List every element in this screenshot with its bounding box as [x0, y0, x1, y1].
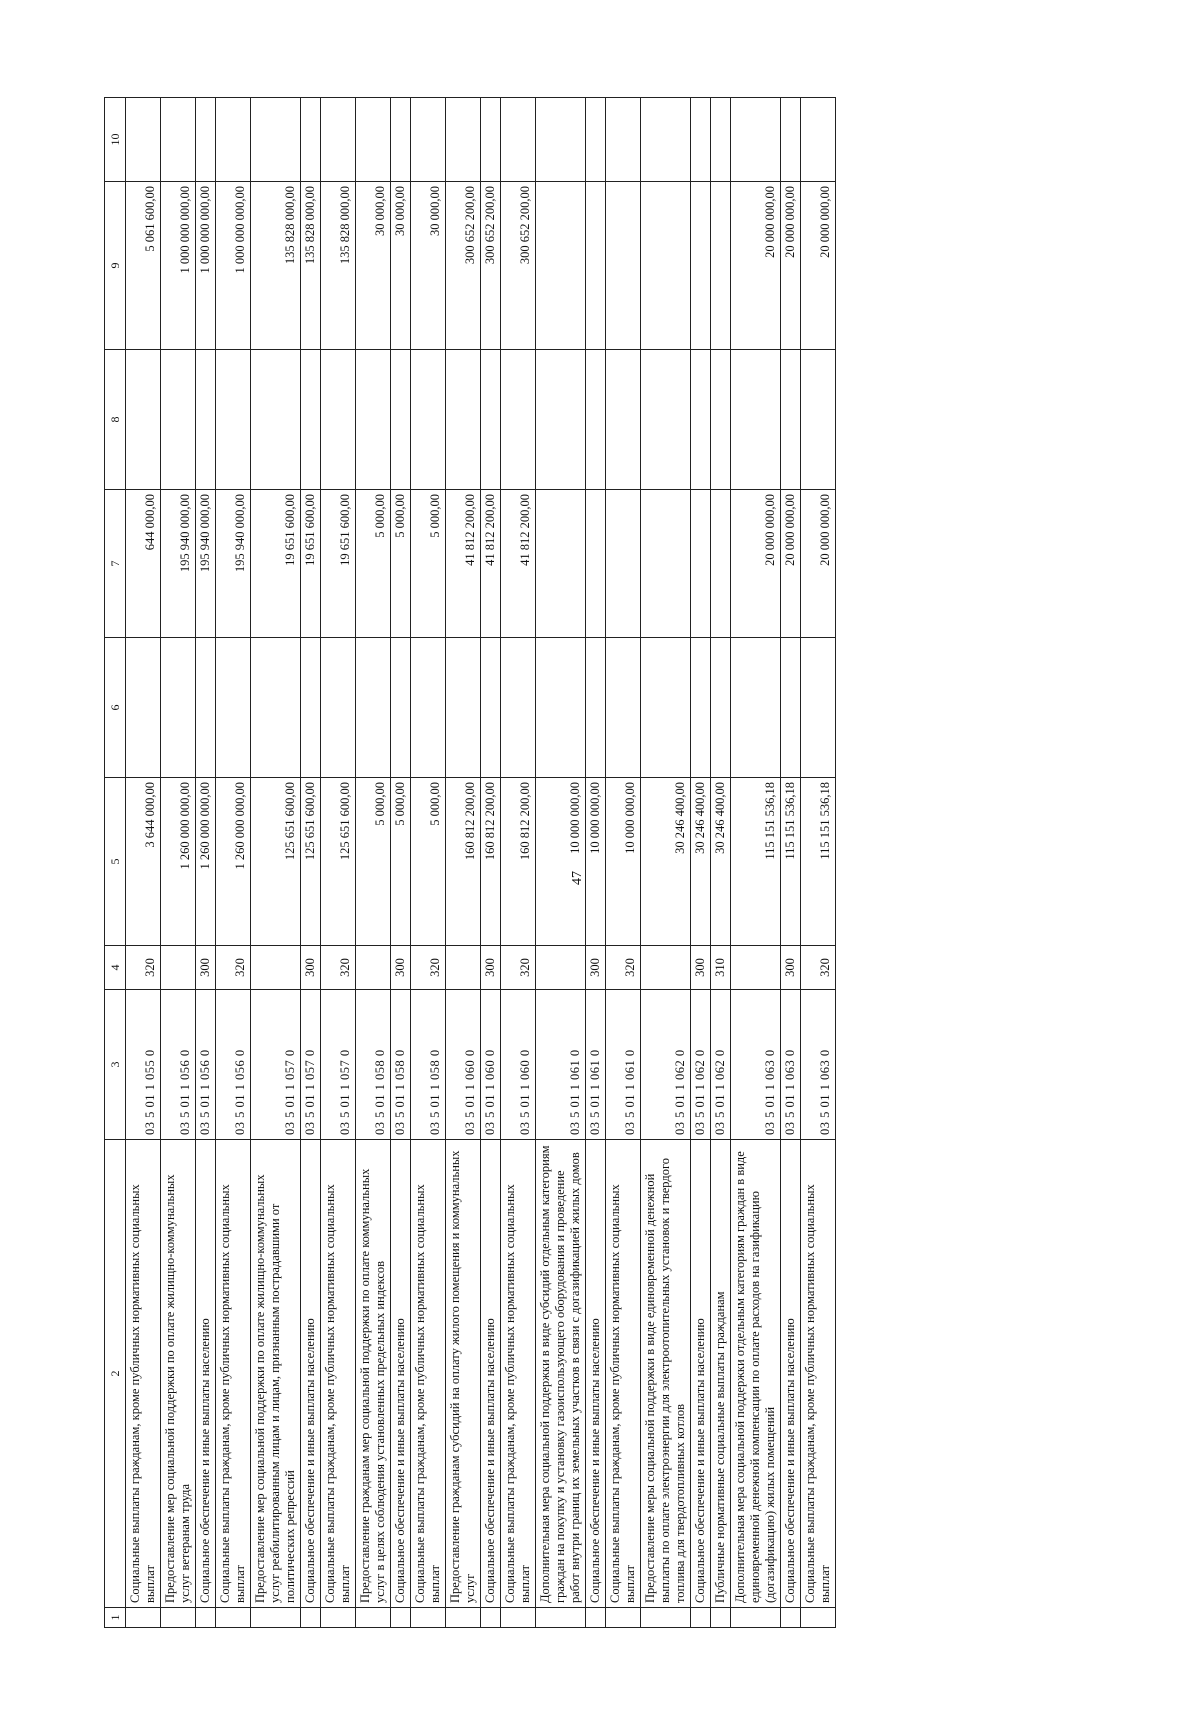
item-name-cell: Социальные выплаты гражданам, кроме публичных нормативных социальных выплат — [321, 1140, 356, 1608]
amount-col6-cell — [126, 638, 161, 778]
expense-type-cell: 300 — [586, 946, 606, 990]
row-index-cell — [446, 1608, 481, 1628]
expense-type-cell: 320 — [606, 946, 641, 990]
expense-type-cell: 320 — [801, 946, 836, 990]
amount-col6-cell — [356, 638, 391, 778]
amount-col6-cell — [411, 638, 446, 778]
table-body — [126, 98, 836, 1628]
expense-type-cell — [251, 946, 301, 990]
amount-col10-cell — [731, 98, 781, 182]
amount-col7-cell — [691, 490, 711, 638]
row-index-cell — [536, 1608, 586, 1628]
expense-type-cell: 300 — [781, 946, 801, 990]
table-row — [126, 98, 161, 1628]
amount-col6-cell — [301, 638, 321, 778]
amount-col7-cell: 41 812 200,00 — [446, 490, 481, 638]
expense-type-cell — [731, 946, 781, 990]
table-row — [781, 98, 801, 1628]
row-index-cell — [196, 1608, 216, 1628]
amount-col7-cell: 195 940 000,00 — [161, 490, 196, 638]
expense-type-cell: 300 — [301, 946, 321, 990]
target-code-cell: 03 5 01 1 056 0 — [161, 990, 196, 1140]
expense-type-cell: 300 — [481, 946, 501, 990]
amount-col6-cell — [196, 638, 216, 778]
expense-type-cell: 320 — [501, 946, 536, 990]
expense-type-cell — [356, 946, 391, 990]
amount-col5-cell: 30 246 400,00 — [691, 778, 711, 946]
amount-col5-cell: 10 000 000,00 — [606, 778, 641, 946]
target-code-cell: 03 5 01 1 061 0 — [606, 990, 641, 1140]
amount-col7-cell — [711, 490, 731, 638]
column-header: 10 — [105, 98, 126, 182]
target-code-cell: 03 5 01 1 060 0 — [481, 990, 501, 1140]
column-header: 4 — [105, 946, 126, 990]
row-index-cell — [691, 1608, 711, 1628]
table-row — [321, 98, 356, 1628]
amount-col10-cell — [586, 98, 606, 182]
expense-type-cell: 320 — [216, 946, 251, 990]
amount-col9-cell: 135 828 000,00 — [251, 182, 301, 350]
row-index-cell — [481, 1608, 501, 1628]
target-code-cell: 03 5 01 1 062 0 — [711, 990, 731, 1140]
amount-col10-cell — [711, 98, 731, 182]
target-code-cell: 03 5 01 1 056 0 — [196, 990, 216, 1140]
amount-col6-cell — [216, 638, 251, 778]
amount-col7-cell: 19 651 600,00 — [301, 490, 321, 638]
expense-type-cell: 300 — [196, 946, 216, 990]
amount-col7-cell: 195 940 000,00 — [216, 490, 251, 638]
table-row — [196, 98, 216, 1628]
amount-col10-cell — [641, 98, 691, 182]
target-code-cell: 03 5 01 1 063 0 — [731, 990, 781, 1140]
amount-col8-cell — [501, 350, 536, 490]
table-row — [216, 98, 251, 1628]
column-header: 8 — [105, 350, 126, 490]
amount-col6-cell — [481, 638, 501, 778]
amount-col6-cell — [536, 638, 586, 778]
table-row — [606, 98, 641, 1628]
amount-col10-cell — [801, 98, 836, 182]
amount-col8-cell — [216, 350, 251, 490]
amount-col10-cell — [356, 98, 391, 182]
row-index-cell — [606, 1608, 641, 1628]
amount-col7-cell: 5 000,00 — [356, 490, 391, 638]
amount-col6-cell — [321, 638, 356, 778]
target-code-cell: 03 5 01 1 060 0 — [501, 990, 536, 1140]
column-header: 5 — [105, 778, 126, 946]
amount-col8-cell — [641, 350, 691, 490]
amount-col9-cell: 135 828 000,00 — [321, 182, 356, 350]
amount-col5-cell: 1 260 000 000,00 — [216, 778, 251, 946]
target-code-cell: 03 5 01 1 061 0 — [586, 990, 606, 1140]
column-header: 2 — [105, 1140, 126, 1608]
amount-col6-cell — [446, 638, 481, 778]
amount-col8-cell — [411, 350, 446, 490]
item-name-cell: Предоставление мер социальной поддержки по оплате жилищно-коммунальных услуг ветеранам труда — [161, 1140, 196, 1608]
column-header: 9 — [105, 182, 126, 350]
row-index-cell — [801, 1608, 836, 1628]
amount-col9-cell: 30 000,00 — [411, 182, 446, 350]
target-code-cell: 03 5 01 1 057 0 — [251, 990, 301, 1140]
item-name-cell: Публичные нормативные социальные выплаты гражданам — [711, 1140, 731, 1608]
item-name-cell: Социальное обеспечение и иные выплаты населению — [691, 1140, 711, 1608]
table-row — [251, 98, 301, 1628]
amount-col9-cell: 300 652 200,00 — [481, 182, 501, 350]
amount-col9-cell — [641, 182, 691, 350]
amount-col8-cell — [196, 350, 216, 490]
column-header: 6 — [105, 638, 126, 778]
row-index-cell — [321, 1608, 356, 1628]
amount-col7-cell — [641, 490, 691, 638]
row-index-cell — [216, 1608, 251, 1628]
table-row — [641, 98, 691, 1628]
target-code-cell: 03 5 01 1 062 0 — [691, 990, 711, 1140]
amount-col8-cell — [586, 350, 606, 490]
expense-type-cell — [536, 946, 586, 990]
amount-col7-cell: 644 000,00 — [126, 490, 161, 638]
target-code-cell: 03 5 01 1 056 0 — [216, 990, 251, 1140]
amount-col8-cell — [481, 350, 501, 490]
amount-col7-cell: 5 000,00 — [411, 490, 446, 638]
amount-col5-cell: 30 246 400,00 — [711, 778, 731, 946]
amount-col9-cell: 20 000 000,00 — [731, 182, 781, 350]
amount-col7-cell: 41 812 200,00 — [501, 490, 536, 638]
amount-col10-cell — [251, 98, 301, 182]
amount-col5-cell: 1 260 000 000,00 — [196, 778, 216, 946]
amount-col10-cell — [606, 98, 641, 182]
column-number-row — [105, 98, 126, 1628]
item-name-cell: Предоставление меры социальной поддержки в виде единовременной денежной выплаты по оплате электроэнергии для электроотопительных установок и твердого топлива для твердотопливных котлов — [641, 1140, 691, 1608]
row-index-cell — [391, 1608, 411, 1628]
amount-col6-cell — [711, 638, 731, 778]
amount-col5-cell: 1 260 000 000,00 — [161, 778, 196, 946]
amount-col8-cell — [536, 350, 586, 490]
table-row — [501, 98, 536, 1628]
target-code-cell: 03 5 01 1 060 0 — [446, 990, 481, 1140]
amount-col8-cell — [251, 350, 301, 490]
amount-col9-cell — [536, 182, 586, 350]
amount-col10-cell — [196, 98, 216, 182]
table-row — [711, 98, 731, 1628]
amount-col10-cell — [501, 98, 536, 182]
budget-table — [104, 97, 836, 1628]
amount-col8-cell — [781, 350, 801, 490]
amount-col6-cell — [501, 638, 536, 778]
amount-col10-cell — [446, 98, 481, 182]
amount-col8-cell — [301, 350, 321, 490]
amount-col9-cell — [691, 182, 711, 350]
amount-col6-cell — [781, 638, 801, 778]
target-code-cell: 03 5 01 1 061 0 — [536, 990, 586, 1140]
amount-col10-cell — [126, 98, 161, 182]
amount-col6-cell — [691, 638, 711, 778]
item-name-cell: Предоставление гражданам субсидий на оплату жилого помещения и коммунальных услуг — [446, 1140, 481, 1608]
item-name-cell: Социальное обеспечение и иные выплаты населению — [481, 1140, 501, 1608]
amount-col8-cell — [126, 350, 161, 490]
amount-col5-cell: 30 246 400,00 — [641, 778, 691, 946]
column-header: 7 — [105, 490, 126, 638]
amount-col6-cell — [606, 638, 641, 778]
amount-col9-cell — [586, 182, 606, 350]
amount-col6-cell — [161, 638, 196, 778]
table-row — [411, 98, 446, 1628]
row-index-cell — [781, 1608, 801, 1628]
amount-col6-cell — [251, 638, 301, 778]
amount-col5-cell: 160 812 200,00 — [446, 778, 481, 946]
table-row — [161, 98, 196, 1628]
amount-col10-cell — [536, 98, 586, 182]
target-code-cell: 03 5 01 1 057 0 — [301, 990, 321, 1140]
amount-col7-cell: 19 651 600,00 — [321, 490, 356, 638]
table-row — [801, 98, 836, 1628]
expense-type-cell — [641, 946, 691, 990]
expense-type-cell — [446, 946, 481, 990]
amount-col10-cell — [691, 98, 711, 182]
amount-col7-cell: 20 000 000,00 — [781, 490, 801, 638]
row-index-cell — [586, 1608, 606, 1628]
expense-type-cell: 300 — [691, 946, 711, 990]
amount-col5-cell: 5 000,00 — [391, 778, 411, 946]
table-row — [481, 98, 501, 1628]
rotated-sheet — [104, 98, 1068, 1628]
item-name-cell: Социальные выплаты гражданам, кроме публичных нормативных социальных выплат — [411, 1140, 446, 1608]
item-name-cell: Социальное обеспечение и иные выплаты населению — [196, 1140, 216, 1608]
table-row — [356, 98, 391, 1628]
amount-col9-cell: 1 000 000 000,00 — [196, 182, 216, 350]
amount-col9-cell: 1 000 000 000,00 — [216, 182, 251, 350]
amount-col9-cell: 1 000 000 000,00 — [161, 182, 196, 350]
target-code-cell: 03 5 01 1 063 0 — [781, 990, 801, 1140]
amount-col5-cell: 3 644 000,00 — [126, 778, 161, 946]
amount-col5-cell: 10 000 000,00 — [536, 778, 586, 946]
amount-col5-cell: 125 651 600,00 — [251, 778, 301, 946]
amount-col7-cell: 195 940 000,00 — [196, 490, 216, 638]
amount-col8-cell — [731, 350, 781, 490]
amount-col5-cell: 115 151 536,18 — [801, 778, 836, 946]
table-row — [586, 98, 606, 1628]
item-name-cell: Дополнительная мера социальной поддержки отдельным категориям граждан в виде единовременной денежной компенсации по оплате расходов на газификацию (догазификацию) жилых помещений — [731, 1140, 781, 1608]
row-index-cell — [126, 1608, 161, 1628]
amount-col9-cell: 135 828 000,00 — [301, 182, 321, 350]
expense-type-cell: 320 — [411, 946, 446, 990]
amount-col7-cell: 20 000 000,00 — [731, 490, 781, 638]
amount-col5-cell: 5 000,00 — [411, 778, 446, 946]
amount-col10-cell — [411, 98, 446, 182]
item-name-cell: Социальное обеспечение и иные выплаты населению — [391, 1140, 411, 1608]
amount-col9-cell: 5 061 600,00 — [126, 182, 161, 350]
amount-col5-cell: 115 151 536,18 — [781, 778, 801, 946]
amount-col7-cell: 20 000 000,00 — [801, 490, 836, 638]
amount-col5-cell: 115 151 536,18 — [731, 778, 781, 946]
amount-col5-cell: 125 651 600,00 — [321, 778, 356, 946]
amount-col6-cell — [801, 638, 836, 778]
amount-col5-cell: 160 812 200,00 — [481, 778, 501, 946]
row-index-cell — [251, 1608, 301, 1628]
expense-type-cell: 310 — [711, 946, 731, 990]
item-name-cell: Дополнительная мера социальной поддержки в виде субсидий отдельным категориям граждан на покупку и установку газоиспользующего оборудования и проведение работ внутри границ их земельных участков в связи с догазификацией жилых домов — [536, 1140, 586, 1608]
amount-col10-cell — [321, 98, 356, 182]
amount-col8-cell — [391, 350, 411, 490]
amount-col5-cell: 160 812 200,00 — [501, 778, 536, 946]
amount-col6-cell — [641, 638, 691, 778]
target-code-cell: 03 5 01 1 057 0 — [321, 990, 356, 1140]
item-name-cell: Социальные выплаты гражданам, кроме публичных нормативных социальных выплат — [126, 1140, 161, 1608]
row-index-cell — [411, 1608, 446, 1628]
amount-col9-cell: 30 000,00 — [356, 182, 391, 350]
amount-col9-cell: 30 000,00 — [391, 182, 411, 350]
item-name-cell: Социальные выплаты гражданам, кроме публичных нормативных социальных выплат — [606, 1140, 641, 1608]
amount-col8-cell — [161, 350, 196, 490]
amount-col7-cell: 41 812 200,00 — [481, 490, 501, 638]
amount-col8-cell — [356, 350, 391, 490]
target-code-cell: 03 5 01 1 062 0 — [641, 990, 691, 1140]
amount-col8-cell — [446, 350, 481, 490]
amount-col9-cell — [606, 182, 641, 350]
table-row — [731, 98, 781, 1628]
amount-col5-cell: 5 000,00 — [356, 778, 391, 946]
amount-col9-cell: 300 652 200,00 — [446, 182, 481, 350]
amount-col7-cell — [606, 490, 641, 638]
amount-col9-cell: 300 652 200,00 — [501, 182, 536, 350]
row-index-cell — [301, 1608, 321, 1628]
amount-col10-cell — [216, 98, 251, 182]
expense-type-cell — [161, 946, 196, 990]
row-index-cell — [356, 1608, 391, 1628]
table-row — [391, 98, 411, 1628]
amount-col7-cell: 5 000,00 — [391, 490, 411, 638]
amount-col6-cell — [586, 638, 606, 778]
page-number: 47 — [570, 871, 585, 885]
row-index-cell — [641, 1608, 691, 1628]
column-header: 3 — [105, 990, 126, 1140]
column-header: 1 — [105, 1608, 126, 1628]
amount-col10-cell — [781, 98, 801, 182]
target-code-cell: 03 5 01 1 063 0 — [801, 990, 836, 1140]
amount-col8-cell — [711, 350, 731, 490]
amount-col6-cell — [391, 638, 411, 778]
amount-col5-cell: 125 651 600,00 — [301, 778, 321, 946]
item-name-cell: Социальное обеспечение и иные выплаты населению — [781, 1140, 801, 1608]
expense-type-cell: 300 — [391, 946, 411, 990]
item-name-cell: Социальные выплаты гражданам, кроме публичных нормативных социальных выплат — [801, 1140, 836, 1608]
row-index-cell — [731, 1608, 781, 1628]
amount-col9-cell — [711, 182, 731, 350]
amount-col8-cell — [801, 350, 836, 490]
amount-col9-cell: 20 000 000,00 — [781, 182, 801, 350]
amount-col9-cell: 20 000 000,00 — [801, 182, 836, 350]
row-index-cell — [501, 1608, 536, 1628]
item-name-cell: Социальные выплаты гражданам, кроме публичных нормативных социальных выплат — [216, 1140, 251, 1608]
row-index-cell — [161, 1608, 196, 1628]
item-name-cell: Социальные выплаты гражданам, кроме публичных нормативных социальных выплат — [501, 1140, 536, 1608]
row-index-cell — [711, 1608, 731, 1628]
target-code-cell: 03 5 01 1 058 0 — [411, 990, 446, 1140]
amount-col8-cell — [321, 350, 356, 490]
amount-col10-cell — [161, 98, 196, 182]
amount-col10-cell — [391, 98, 411, 182]
expense-type-cell: 320 — [321, 946, 356, 990]
table-row — [536, 98, 586, 1628]
amount-col5-cell: 10 000 000,00 — [586, 778, 606, 946]
amount-col8-cell — [606, 350, 641, 490]
target-code-cell: 03 5 01 1 055 0 — [126, 990, 161, 1140]
table-row — [691, 98, 711, 1628]
item-name-cell: Предоставление мер социальной поддержки по оплате жилищно-коммунальных услуг реабилитированным лицам и лицам, признанным пострадавшими от политических репрессий — [251, 1140, 301, 1608]
amount-col8-cell — [691, 350, 711, 490]
target-code-cell: 03 5 01 1 058 0 — [391, 990, 411, 1140]
table-row — [301, 98, 321, 1628]
amount-col10-cell — [481, 98, 501, 182]
expense-type-cell: 320 — [126, 946, 161, 990]
amount-col6-cell — [731, 638, 781, 778]
target-code-cell: 03 5 01 1 058 0 — [356, 990, 391, 1140]
amount-col7-cell — [586, 490, 606, 638]
amount-col10-cell — [301, 98, 321, 182]
item-name-cell: Социальное обеспечение и иные выплаты населению — [301, 1140, 321, 1608]
table-row — [446, 98, 481, 1628]
item-name-cell: Предоставление гражданам мер социальной поддержки по оплате коммунальных услуг в целях соблюдения установленных предельных индексов — [356, 1140, 391, 1608]
amount-col7-cell — [536, 490, 586, 638]
item-name-cell: Социальное обеспечение и иные выплаты населению — [586, 1140, 606, 1608]
amount-col7-cell: 19 651 600,00 — [251, 490, 301, 638]
